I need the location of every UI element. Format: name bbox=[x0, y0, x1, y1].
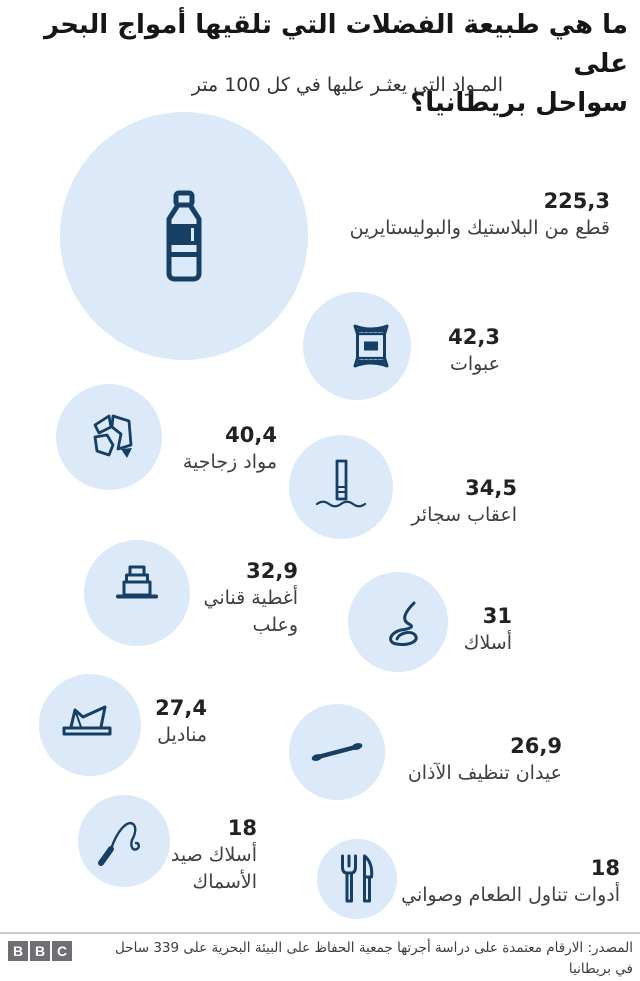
chart-subtitle: المـواد التي يعثـر عليها في كل 100 متر bbox=[191, 74, 503, 96]
item-label: قطع من البلاستيك والبوليستايرين bbox=[349, 217, 610, 239]
page-title-line1: ما هي طبيعة الفضلات التي تلقيها أمواج البحر على bbox=[44, 10, 628, 79]
item-label: مناديل bbox=[157, 724, 207, 746]
item-value: 32,9 bbox=[246, 559, 298, 583]
plastic-bottle-icon bbox=[155, 190, 213, 282]
item-label: أغطية قناني وعلب bbox=[203, 587, 298, 636]
bbc-logo bbox=[8, 941, 72, 961]
item-value: 31 bbox=[482, 604, 512, 628]
item-label: عيدان تنظيف الآذان bbox=[407, 762, 562, 784]
item-label: أسلاك bbox=[463, 632, 512, 654]
item-glass bbox=[183, 422, 277, 476]
item-packets bbox=[448, 324, 500, 378]
item-fishing bbox=[165, 815, 257, 896]
item-cutlery bbox=[401, 855, 620, 909]
item-caps bbox=[193, 558, 298, 639]
item-label: عبوات bbox=[449, 353, 500, 375]
item-value: 225,3 bbox=[543, 189, 610, 213]
item-value: 18 bbox=[590, 856, 620, 880]
item-value: 42,3 bbox=[448, 325, 500, 349]
item-cigarettes bbox=[411, 475, 517, 529]
cotton-bud-icon bbox=[309, 740, 365, 764]
bbc-logo-block: C bbox=[52, 941, 72, 961]
broken-glass-icon bbox=[88, 412, 134, 460]
item-wires bbox=[464, 603, 512, 657]
item-cotton-buds bbox=[408, 733, 562, 787]
item-napkins bbox=[155, 695, 207, 749]
source-line2: في بريطانيا bbox=[568, 961, 633, 977]
item-value: 18 bbox=[227, 816, 257, 840]
footer-divider bbox=[0, 932, 640, 934]
item-plastic bbox=[350, 188, 610, 242]
napkin-icon bbox=[60, 699, 114, 737]
fishing-line-icon bbox=[94, 813, 148, 871]
item-label: أدوات تناول الطعام وصواني bbox=[401, 884, 620, 906]
item-label: مواد زجاجية bbox=[182, 451, 277, 473]
source-line1: المصدر: الارقام معتمدة على دراسة أجرتها جمعية الحفاظ على البيئة البحرية على 339 ساحل bbox=[115, 940, 633, 956]
item-value: 34,5 bbox=[465, 476, 517, 500]
item-value: 27,4 bbox=[155, 696, 207, 720]
page-title bbox=[8, 6, 628, 123]
source-note bbox=[73, 938, 633, 980]
packet-icon bbox=[348, 321, 394, 371]
bbc-logo-block: B bbox=[30, 941, 50, 961]
item-label: اعقاب سجائر bbox=[411, 504, 517, 526]
item-value: 26,9 bbox=[510, 734, 562, 758]
cigarette-butt-icon bbox=[314, 458, 368, 512]
bottle-cap-icon bbox=[114, 564, 160, 602]
page-title-line2: سواحل بريطانيا؟ bbox=[410, 88, 628, 118]
wire-icon bbox=[384, 600, 426, 646]
item-value: 40,4 bbox=[225, 423, 277, 447]
cutlery-icon bbox=[336, 853, 378, 905]
item-label: أسلاك صيد الأسماك bbox=[170, 844, 257, 893]
bbc-logo-block: B bbox=[8, 941, 28, 961]
